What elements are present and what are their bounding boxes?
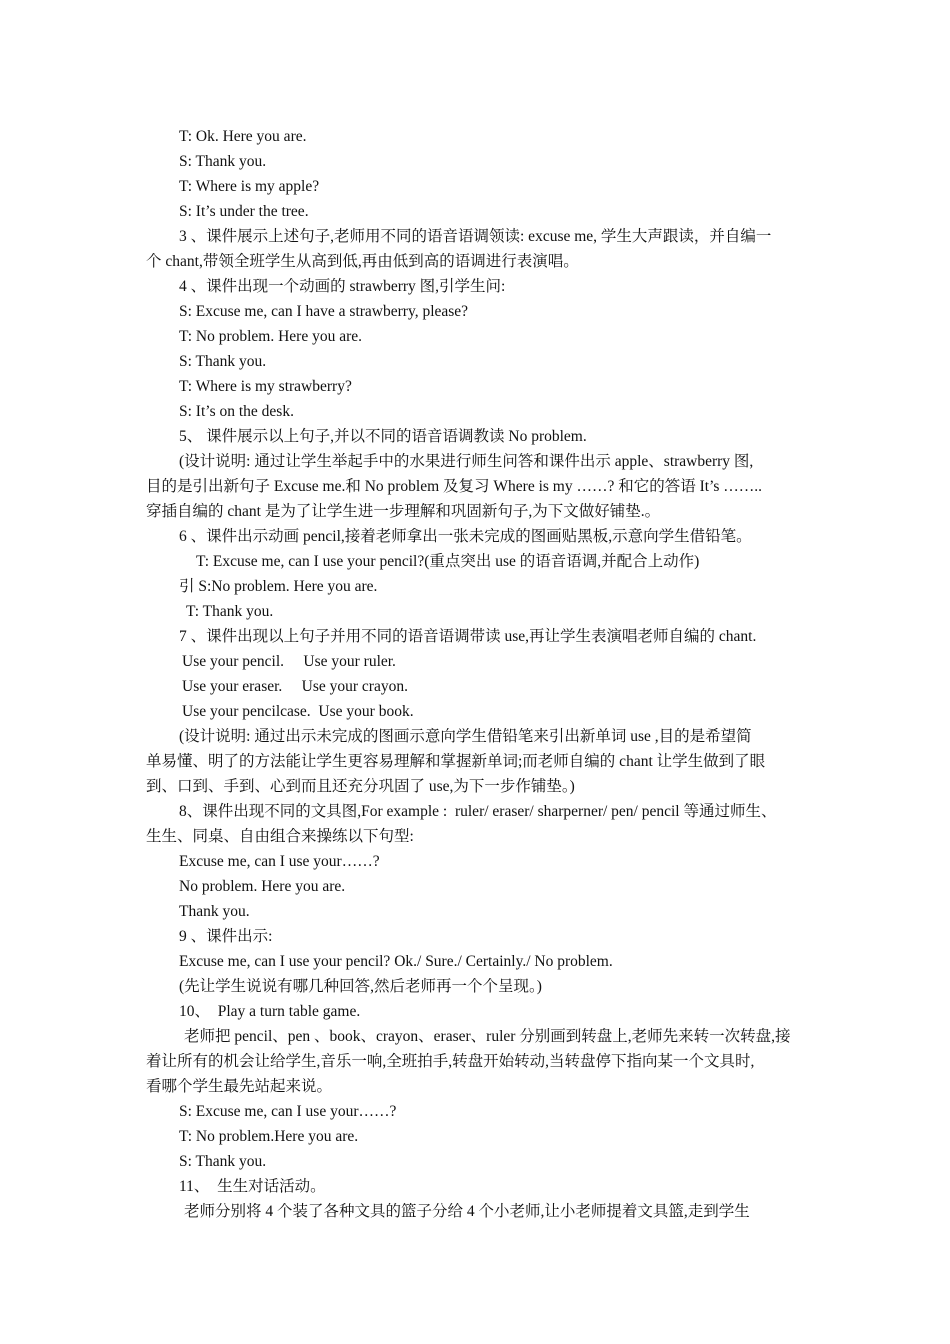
step-5-heading: 5、 课件展示以上句子,并以不同的语音语调教读 No problem. <box>179 428 587 445</box>
design-note-1-cont: 目的是引出新句子 Excuse me.和 No problem 及复习 Where is my ……? 和它的答语 It’s …….. <box>146 478 763 495</box>
dialogue-line: S: Thank you. <box>179 353 267 370</box>
teaching-note: (先让学生说说有哪几种回答,然后老师再一个个呈现。) <box>179 978 542 995</box>
dialogue-line: T: No problem. Here you are. <box>179 328 363 345</box>
dialogue-line: S: It’s under the tree. <box>179 203 309 220</box>
step-9-heading: 9 、课件出示: <box>179 928 273 945</box>
dialogue-line: S: It’s on the desk. <box>179 403 294 420</box>
step-6-heading: 6 、课件出示动画 pencil,接着老师拿出一张未完成的图画贴黑板,示意向学生借铅笔。 <box>179 528 752 545</box>
sentence-pattern: No problem. Here you are. <box>179 878 346 895</box>
step-7-heading: 7 、课件出现以上句子并用不同的语音语调带读 use,再让学生表演唱老师自编的 chant. <box>179 628 757 645</box>
document-body <box>146 124 818 1224</box>
dialogue-line: S: Excuse me, can I have a strawberry, please? <box>179 303 469 320</box>
step-11-paragraph: 老师分别将 4 个装了各种文具的篮子分给 4 个小老师,让小老师提着文具篮,走到学生 <box>184 1203 750 1220</box>
dialogue-line: T: Where is my apple? <box>179 178 320 195</box>
step-3-paragraph-cont: 个 chant,带领全班学生从高到低,再由低到高的语调进行表演唱。 <box>146 253 579 270</box>
chant-line: Use your pencil. Use your ruler. <box>182 653 396 670</box>
chant-line: Use your eraser. Use your crayon. <box>182 678 408 695</box>
step-3-paragraph: 3 、课件展示上述句子,老师用不同的语音语调领读: excuse me, 学生大声跟读，并自编一 <box>179 228 772 245</box>
dialogue-line: T: No problem.Here you are. <box>179 1128 359 1145</box>
design-note-2-cont: 到、口到、手到、心到而且还充分巩固了 use,为下一步作铺垫。) <box>146 778 575 795</box>
step-8-paragraph-cont: 生生、同桌、自由组合来操练以下句型: <box>146 828 414 845</box>
dialogue-line: T: Excuse me, can I use your pencil?(重点突出 use 的语音语调,并配合上动作) <box>196 553 700 570</box>
dialogue-line: S: Thank you. <box>179 153 267 170</box>
sentence-pattern: Thank you. <box>179 903 250 920</box>
design-note-2-cont: 单易懂、明了的方法能让学生更容易理解和掌握新单词;而老师自编的 chant 让学生做到了眼 <box>146 753 766 770</box>
step-4-heading: 4 、课件出现一个动画的 strawberry 图,引学生问: <box>179 278 506 295</box>
chant-line: Use your pencilcase. Use your book. <box>182 703 414 720</box>
step-10-paragraph-cont: 着让所有的机会让给学生,音乐一响,全班拍手,转盘开始转动,当转盘停下指向某一个文具时, <box>146 1053 755 1070</box>
dialogue-line: T: Where is my strawberry? <box>179 378 352 395</box>
step-10-heading: 10、 Play a turn table game. <box>179 1003 361 1020</box>
sentence-pattern: Excuse me, can I use your……? <box>179 853 380 870</box>
dialogue-line: T: Thank you. <box>186 603 274 620</box>
step-8-paragraph: 8、课件出现不同的文具图,For example : ruler/ eraser/ sharperner/ pen/ pencil 等通过师生、 <box>179 803 777 820</box>
design-note-1: (设计说明: 通过让学生举起手中的水果进行师生问答和课件出示 apple、strawberry 图, <box>179 453 754 470</box>
dialogue-line: S: Excuse me, can I use your……? <box>179 1103 397 1120</box>
design-note-1-cont: 穿插自编的 chant 是为了让学生进一步理解和巩固新句子,为下文做好铺垫.。 <box>146 503 661 520</box>
design-note-2: (设计说明: 通过出示未完成的图画示意向学生借铅笔来引出新单词 use ,目的是希望简 <box>179 728 752 745</box>
sentence-pattern: Excuse me, can I use your pencil? Ok./ Sure./ Certainly./ No problem. <box>179 953 613 970</box>
step-11-heading: 11、 生生对话活动。 <box>179 1178 326 1195</box>
dialogue-line: 引 S:No problem. Here you are. <box>179 578 378 595</box>
step-10-paragraph-cont: 看哪个学生最先站起来说。 <box>146 1078 333 1095</box>
step-10-paragraph: 老师把 pencil、pen 、book、crayon、eraser、ruler 分别画到转盘上,老师先来转一次转盘,接 <box>184 1028 791 1045</box>
dialogue-line: T: Ok. Here you are. <box>179 128 307 145</box>
dialogue-line: S: Thank you. <box>179 1153 267 1170</box>
